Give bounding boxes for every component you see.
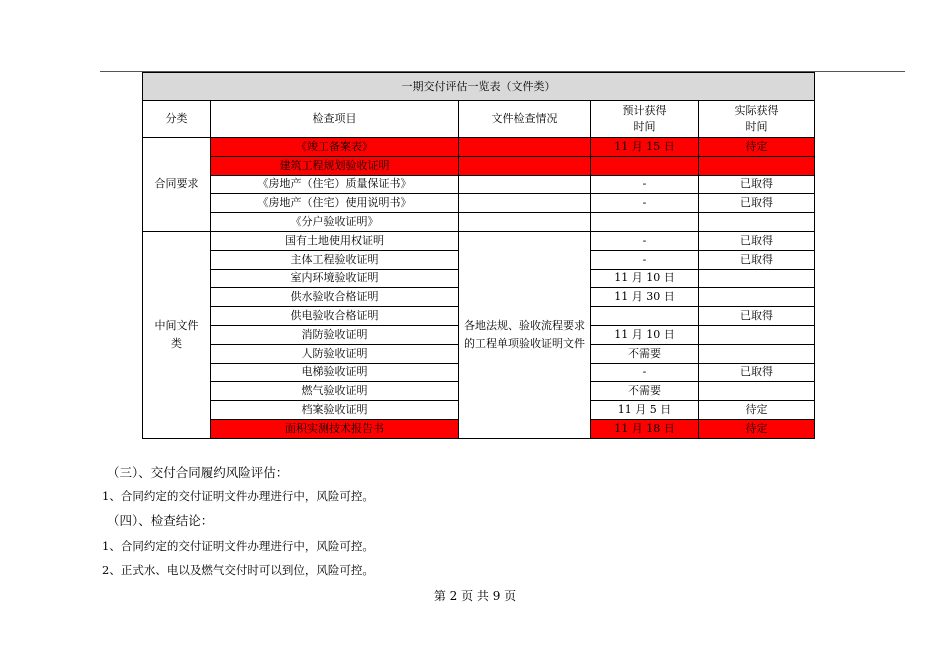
item-cell: 国有土地使用权证明: [211, 231, 459, 250]
item-cell: 《房地产（住宅）使用说明书》: [211, 194, 459, 213]
item-cell: 《竣工备案表》: [211, 138, 459, 157]
expected-time-cell: -: [591, 194, 699, 213]
item-cell: 人防验收证明: [211, 344, 459, 363]
expected-time-cell: -: [591, 250, 699, 269]
section-4-item-1: 1、合同约定的交付证明文件办理进行中，风险可控。: [102, 539, 374, 553]
item-cell: 档案验收证明: [211, 401, 459, 420]
item-cell: 燃气验收证明: [211, 382, 459, 401]
expected-time-cell: 不需要: [591, 344, 699, 363]
header-item: 检查项目: [211, 101, 459, 138]
actual-time-cell: 已取得: [699, 231, 815, 250]
item-cell: 《房地产（住宅）质量保证书》: [211, 175, 459, 194]
inspection-cell: 各地法规、验收流程要求的工程单项验收证明文件: [459, 231, 591, 438]
expected-time-cell: -: [591, 231, 699, 250]
category-cell: 合同要求: [143, 138, 211, 232]
actual-time-cell: [699, 269, 815, 288]
actual-time-cell: 已取得: [699, 307, 815, 326]
header-expected-time: 预计获得 时间: [591, 101, 699, 138]
table-row: [143, 213, 815, 232]
expected-time-cell: 11 月 30 日: [591, 288, 699, 307]
item-cell: 消防验收证明: [211, 325, 459, 344]
item-cell: 建筑工程规划验收证明: [211, 156, 459, 175]
section-3-item-1: 1、合同约定的交付证明文件办理进行中，风险可控。: [102, 489, 374, 503]
page-number: 第 2 页 共 9 页: [433, 589, 517, 603]
expected-time-cell: -: [591, 175, 699, 194]
actual-time-cell: 已取得: [699, 175, 815, 194]
actual-time-cell: 待定: [699, 401, 815, 420]
item-cell: 供电验收合格证明: [211, 307, 459, 326]
table-row: [143, 194, 815, 213]
table-title: 一期交付评估一览表（文件类）: [143, 73, 815, 101]
actual-time-cell: 已取得: [699, 250, 815, 269]
section-4-item-2: 2、正式水、电以及燃气交付时可以到位，风险可控。: [102, 563, 374, 577]
actual-time-cell: [699, 344, 815, 363]
table-row: [143, 138, 815, 157]
expected-time-cell: [591, 156, 699, 175]
expected-time-cell: 11 月 10 日: [591, 325, 699, 344]
category-cell: 中间文件 类: [143, 231, 211, 438]
table-row: [143, 231, 815, 250]
expected-time-cell: 不需要: [591, 382, 699, 401]
inspection-cell: [459, 175, 591, 194]
expected-time-cell: 11 月 10 日: [591, 269, 699, 288]
actual-time-cell: [699, 156, 815, 175]
actual-time-cell: 待定: [699, 138, 815, 157]
inspection-cell: [459, 138, 591, 157]
item-cell: 室内环境验收证明: [211, 269, 459, 288]
delivery-evaluation-table: [142, 72, 815, 439]
actual-time-cell: 待定: [699, 419, 815, 438]
item-cell: 《分户验收证明》: [211, 213, 459, 232]
expected-time-cell: 11 月 15 日: [591, 138, 699, 157]
expected-time-cell: [591, 307, 699, 326]
actual-time-cell: [699, 325, 815, 344]
actual-time-cell: 已取得: [699, 194, 815, 213]
inspection-cell: [459, 213, 591, 232]
item-cell: 面积实测技术报告书: [211, 419, 459, 438]
inspection-cell: [459, 194, 591, 213]
item-cell: 供水验收合格证明: [211, 288, 459, 307]
expected-time-cell: 11 月 18 日: [591, 419, 699, 438]
table-row: [143, 156, 815, 175]
expected-time-cell: -: [591, 363, 699, 382]
actual-time-cell: [699, 382, 815, 401]
item-cell: 电梯验收证明: [211, 363, 459, 382]
header-inspection: 文件检查情况: [459, 101, 591, 138]
header-actual-time: 实际获得 时间: [699, 101, 815, 138]
section-3-heading: （三）、交付合同履约风险评估：: [107, 465, 289, 480]
expected-time-cell: [591, 213, 699, 232]
header-category: 分类: [143, 101, 211, 138]
actual-time-cell: [699, 288, 815, 307]
section-4-heading: （四）、检查结论：: [107, 513, 214, 528]
expected-time-cell: 11 月 5 日: [591, 401, 699, 420]
item-cell: 主体工程验收证明: [211, 250, 459, 269]
table-row: [143, 175, 815, 194]
inspection-cell: [459, 156, 591, 175]
actual-time-cell: [699, 213, 815, 232]
actual-time-cell: 已取得: [699, 363, 815, 382]
